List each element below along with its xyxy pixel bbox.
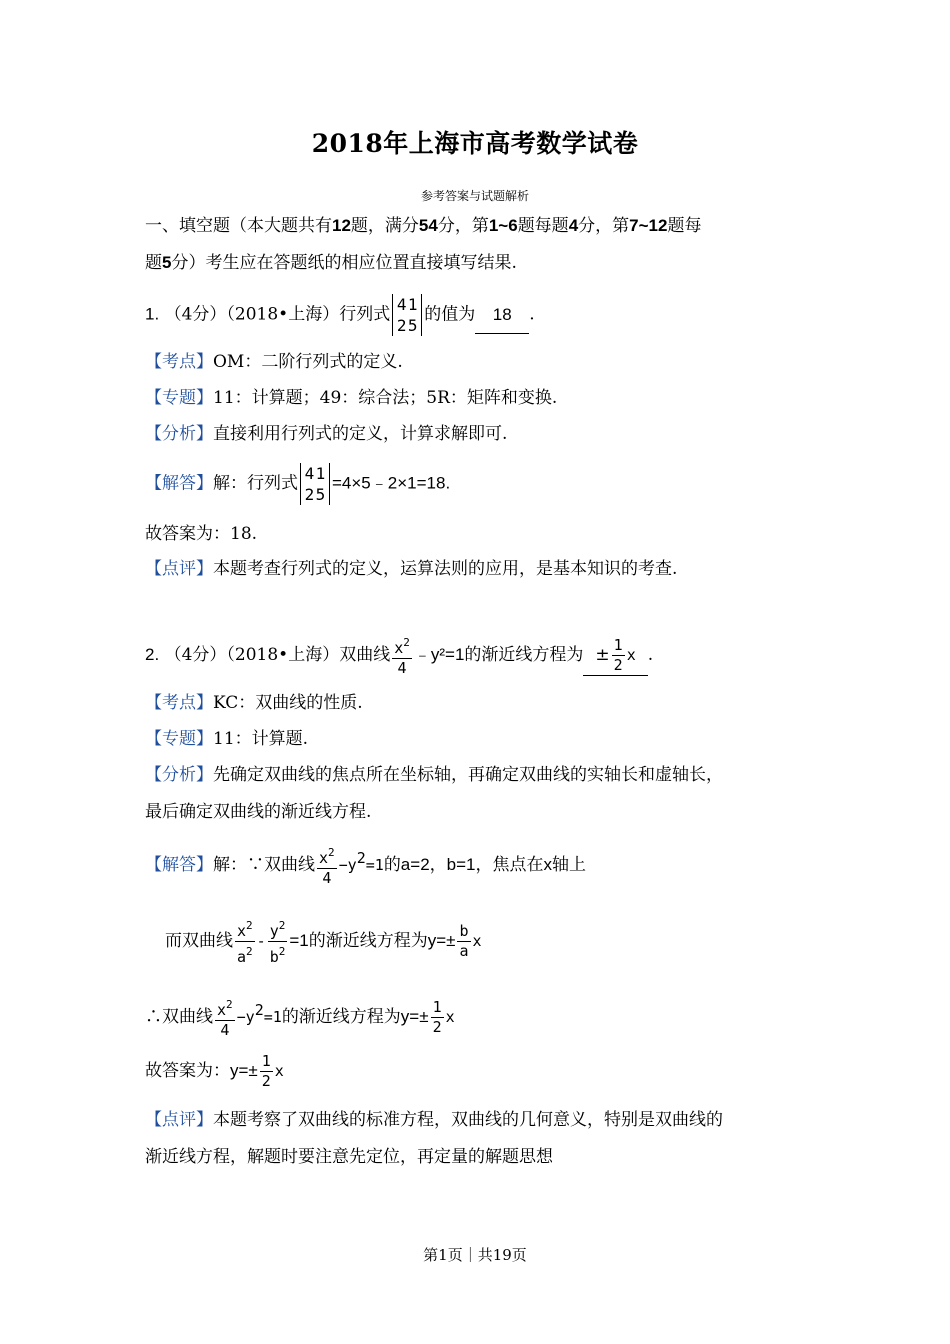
determinant: [300, 463, 330, 505]
exponent: 2: [278, 945, 286, 958]
y-term: −y: [338, 856, 357, 874]
y-term: −y: [236, 1008, 255, 1026]
question-score: （4分）: [164, 645, 227, 665]
frac-denominator: 4: [220, 1021, 230, 1039]
frac-numerator: x: [319, 849, 329, 867]
fraction-1-over-2: [431, 998, 444, 1037]
frac-denominator: 2: [613, 656, 623, 674]
section-text: 分）考生应在答题纸的相应位置直接填写结果.: [171, 253, 517, 273]
page-subtitle: 参考答案与试题解析: [420, 189, 529, 203]
section-range: 7~12: [629, 216, 668, 235]
fraction-1-over-2: [612, 636, 625, 675]
frac-numerator: x: [237, 922, 247, 940]
q2-fenxi-line2: [145, 799, 810, 825]
det-a11: 4: [304, 464, 315, 483]
formula-x: x: [472, 932, 482, 950]
det-a12: 1: [407, 295, 418, 314]
det-a11: 4: [396, 295, 407, 314]
q1-kaodian: [145, 349, 810, 375]
fraction-1-over-2: [260, 1052, 273, 1091]
answer-x: x: [626, 646, 636, 664]
frac-denominator: a: [237, 948, 247, 966]
q1-jieda: [145, 463, 810, 505]
question-text: ﹣y²=1的渐近线方程为: [413, 645, 584, 664]
exponent: 2: [278, 919, 286, 932]
frac-denominator: b: [269, 948, 279, 966]
frac-numerator: x: [394, 639, 404, 657]
jieda-result: =4×5﹣2×1=18.: [332, 473, 451, 493]
kaodian-text: KC：双曲线的性质.: [213, 693, 363, 713]
question-text: .: [529, 304, 535, 325]
question-number: 2.: [145, 645, 160, 664]
section-range: 1~6: [488, 216, 518, 235]
q2-dianping-line2: [145, 1144, 810, 1170]
q2-fenxi-line1: [145, 762, 810, 788]
equals-one: =1: [365, 856, 384, 874]
fenxi-text: 最后确定双曲线的渐近线方程.: [145, 802, 372, 822]
jieda-text: 的a=2，b=1，焦点在x轴上: [383, 855, 586, 874]
final-answer: 故答案为：18.: [145, 524, 258, 544]
question-source: （2018•上海）: [226, 304, 340, 325]
section-text: 题，满分: [350, 216, 419, 236]
q2-kaodian: [145, 690, 810, 716]
q2-jieda: [145, 840, 810, 888]
frac-numerator: 1: [261, 1052, 271, 1070]
page-title: 2018年上海市高考数学试卷: [311, 129, 639, 158]
q2-stem: [145, 633, 810, 678]
equals-one: =1: [263, 1008, 282, 1026]
q2-general-formula: [165, 916, 810, 967]
fenxi-text: 先确定双曲线的焦点所在坐标轴，再确定双曲线的实轴长和虚轴长，: [213, 765, 723, 785]
tag-dianping: 【点评】: [145, 559, 213, 579]
formula-text: 而双曲线: [165, 931, 233, 951]
frac-numerator: 1: [613, 636, 623, 654]
tag-fenxi: 【分析】: [145, 765, 213, 785]
section-text: 题每题: [517, 216, 569, 236]
section-points: 4: [568, 216, 579, 235]
question-text: 双曲线: [339, 645, 391, 665]
fraction-x2-over-a2: [235, 916, 255, 967]
section-header-line1: [145, 213, 810, 239]
dianping-text: 本题考查行列式的定义，运算法则的应用，是基本知识的考查.: [213, 559, 678, 579]
conclusion-text: ∴双曲线: [145, 1007, 213, 1027]
determinant: [392, 294, 422, 336]
tag-zhuanti: 【专题】: [145, 729, 213, 749]
section-text: 分，第: [578, 216, 630, 236]
q2-dianping-line1: [145, 1107, 810, 1133]
exponent: 2: [246, 919, 253, 932]
frac-denominator: 4: [322, 869, 332, 887]
q2-final: [145, 1052, 810, 1091]
det-a22: 5: [407, 316, 418, 335]
answer-blank: 18: [475, 297, 529, 334]
frac-denominator: 4: [397, 659, 407, 677]
exponent: 2: [403, 636, 410, 649]
exponent: 2: [254, 1001, 264, 1019]
q1-stem: [145, 294, 810, 336]
question-source: （2018•上海）: [226, 645, 340, 665]
fraction-y2-over-b2: [268, 916, 288, 967]
plus-minus: ±: [595, 645, 610, 665]
question-text: .: [647, 645, 654, 665]
frac-numerator: b: [459, 922, 469, 940]
zhuanti-text: 11：计算题.: [213, 729, 309, 749]
question-number: 1.: [145, 304, 160, 324]
question-text: 行列式: [339, 304, 391, 325]
fraction-x2-over-4: [317, 843, 337, 888]
fenxi-text: 直接利用行列式的定义，计算求解即可.: [213, 424, 508, 444]
zhuanti-text: 11：计算题；49：综合法；5R：矩阵和变换.: [213, 388, 558, 408]
tag-zhuanti: 【专题】: [145, 388, 213, 408]
formula-text: =1的渐近线方程为y=±: [289, 931, 456, 950]
q1-final: [145, 521, 810, 547]
section-text: 一、填空题（本大题共有: [145, 216, 332, 236]
fraction-x2-over-4: [215, 995, 235, 1040]
final-answer: 故答案为：y=±: [145, 1061, 258, 1080]
jieda-text: 解：行列式: [213, 473, 298, 494]
kaodian-text: OM：二阶行列式的定义.: [213, 352, 403, 372]
exponent: 2: [328, 846, 335, 859]
tag-dianping: 【点评】: [145, 1110, 213, 1130]
section-text: 题每: [667, 216, 702, 236]
det-a22: 5: [315, 485, 326, 504]
frac-numerator: y: [269, 922, 279, 940]
q1-fenxi: [145, 421, 810, 447]
q2-conclusion: [145, 992, 810, 1040]
tag-fenxi: 【分析】: [145, 424, 213, 444]
frac-numerator: 1: [432, 998, 442, 1016]
conclusion-x: x: [445, 1008, 455, 1026]
section-count: 12: [332, 216, 351, 235]
question-text: 的值为: [424, 304, 476, 325]
tag-kaodian: 【考点】: [145, 352, 213, 372]
question-score: （4分）: [164, 304, 227, 325]
exponent: 2: [356, 849, 366, 867]
exponent: 2: [226, 998, 233, 1011]
section-total: 54: [418, 216, 438, 235]
dianping-text: 渐近线方程，解题时要注意先定位，再定量的解题思想: [145, 1147, 553, 1167]
q1-zhuanti: [145, 385, 810, 411]
fraction-b-over-a: [457, 922, 470, 961]
tag-jieda: 【解答】: [145, 473, 213, 494]
exponent: 2: [246, 945, 253, 958]
q1-dianping: [145, 556, 810, 582]
frac-denominator: 2: [432, 1018, 442, 1036]
section-header-line2: [145, 250, 810, 276]
jieda-text: 解：∵双曲线: [213, 855, 315, 875]
page-footer: 第1页｜共19页: [423, 1246, 527, 1264]
dianping-text: 本题考察了双曲线的标准方程，双曲线的几何意义，特别是双曲线的: [213, 1110, 723, 1130]
det-a12: 1: [315, 464, 326, 483]
tag-jieda: 【解答】: [145, 855, 213, 875]
q2-zhuanti: [145, 726, 810, 752]
minus-sign: -: [256, 932, 266, 950]
final-x: x: [274, 1062, 284, 1080]
tag-kaodian: 【考点】: [145, 693, 213, 713]
section-points: 5: [162, 253, 172, 272]
det-a21: 2: [396, 316, 407, 335]
frac-denominator: 2: [261, 1072, 271, 1090]
det-a21: 2: [304, 485, 315, 504]
conclusion-text: 的渐近线方程为y=±: [281, 1007, 429, 1026]
section-text: 题: [145, 253, 162, 273]
section-text: 分，第: [437, 216, 489, 236]
answer-blank: [583, 636, 647, 676]
fraction-x2-over-4: [392, 633, 412, 678]
frac-numerator: x: [217, 1001, 227, 1019]
frac-denominator: a: [459, 942, 469, 960]
